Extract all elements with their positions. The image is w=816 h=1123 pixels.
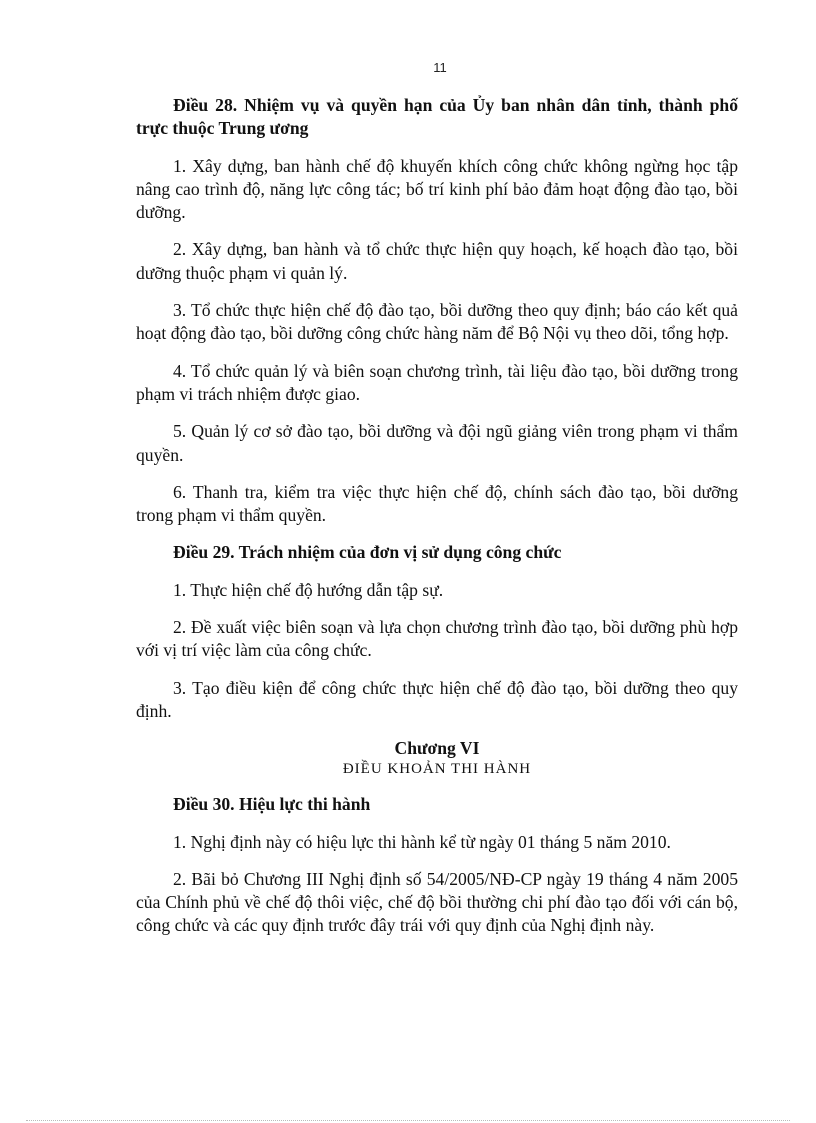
page-number: 11: [433, 60, 447, 75]
article-28-heading: Điều 28. Nhiệm vụ và quyền hạn của Ủy ban nhân dân tỉnh, thành phố trực thuộc Trung ương: [136, 95, 738, 139]
chapter-title: Chương VI: [394, 738, 480, 759]
article-30-heading: Điều 30. Hiệu lực thi hành: [173, 794, 371, 815]
article-28-clause-6: 6. Thanh tra, kiểm tra việc thực hiện chế độ, chính sách đào tạo, bồi dưỡng trong phạm vi thẩm quyền.: [136, 481, 738, 526]
article-28-clause-5: 5. Quản lý cơ sở đào tạo, bồi dưỡng và đội ngũ giảng viên trong phạm vi thẩm quyền.: [136, 421, 738, 465]
document-body: [136, 94, 738, 952]
article-28-clause-3: 3. Tổ chức thực hiện chế độ đào tạo, bồi dưỡng theo quy định; báo cáo kết quả hoạt động đào tạo, bồi dưỡng công chức hàng năm để Bộ Nội vụ theo dõi, tổng hợp.: [136, 300, 738, 344]
article-29-heading: Điều 29. Trách nhiệm của đơn vị sử dụng công chức: [173, 542, 562, 563]
article-30-clause-1: 1. Nghị định này có hiệu lực thi hành kể từ ngày 01 tháng 5 năm 2010.: [173, 831, 671, 852]
article-30-clause-2: 2. Bãi bỏ Chương III Nghị định số 54/2005/NĐ-CP ngày 19 tháng 4 năm 2005 của Chính phủ về chế độ thôi việc, chế độ bồi thường chi phí đào tạo đối với cán bộ, công chức và các quy định trước đây trái với quy định của Nghị định này.: [136, 868, 738, 936]
article-28-clause-2: 2. Xây dựng, ban hành và tổ chức thực hiện quy hoạch, kế hoạch đào tạo, bồi dưỡng thuộc phạm vi quản lý.: [136, 239, 738, 283]
page-bottom-divider: [26, 1120, 790, 1121]
chapter-heading: [136, 737, 738, 779]
article-29-clause-3: 3. Tạo điều kiện để công chức thực hiện chế độ đào tạo, bồi dưỡng theo quy định.: [136, 677, 738, 721]
article-29-clause-2: 2. Đề xuất việc biên soạn và lựa chọn chương trình đào tạo, bồi dưỡng phù hợp với vị trí việc làm của công chức.: [136, 617, 738, 661]
chapter-subtitle: ĐIỀU KHOẢN THI HÀNH: [342, 761, 532, 778]
article-29-clause-1: 1. Thực hiện chế độ hướng dẫn tập sự.: [173, 579, 444, 600]
article-28-clause-1: 1. Xây dựng, ban hành chế độ khuyến khích công chức không ngừng học tập nâng cao trình độ, năng lực công tác; bố trí kinh phí bảo đảm hoạt động đào tạo, bồi dưỡng.: [136, 155, 738, 223]
article-28-clause-4: 4. Tổ chức quản lý và biên soạn chương trình, tài liệu đào tạo, bồi dưỡng trong phạm vi trách nhiệm được giao.: [136, 360, 738, 404]
